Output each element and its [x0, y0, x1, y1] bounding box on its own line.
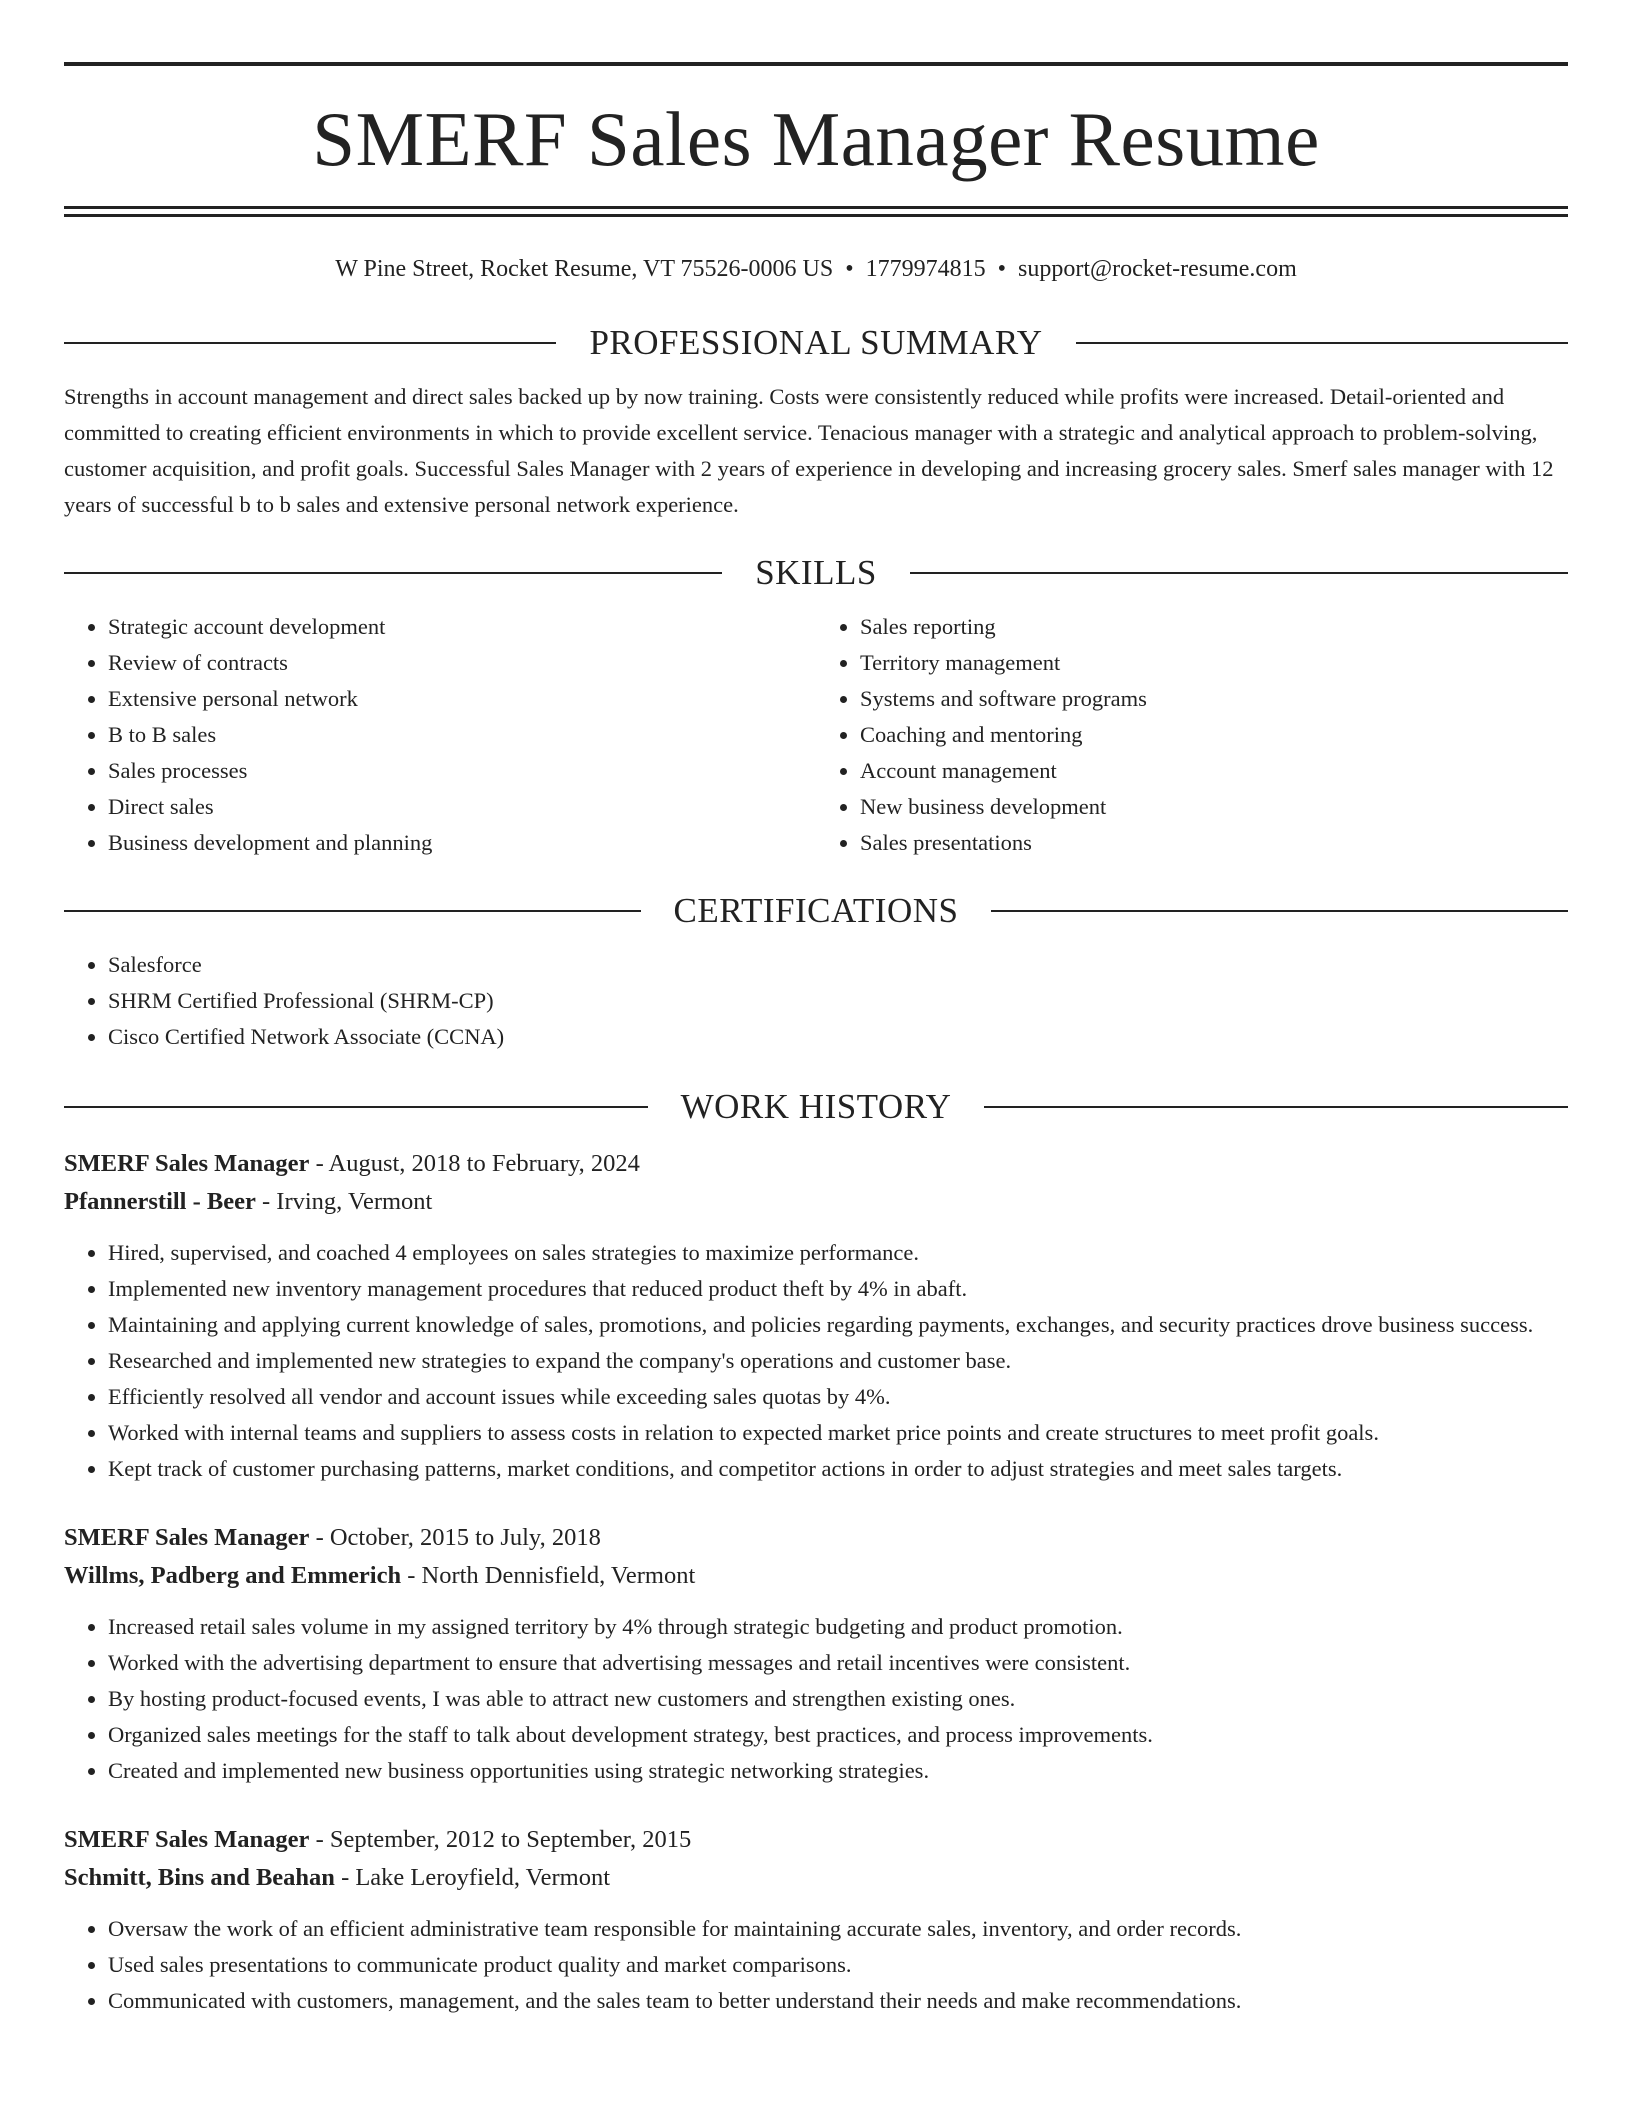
top-rule: [64, 62, 1568, 66]
summary-heading: [64, 321, 1568, 365]
contact-phone: 1779974815: [865, 256, 986, 282]
certification-item: • Cisco Certified Network Associate (CCNA): [108, 1019, 1568, 1055]
job-company: Pfannerstill - Beer: [64, 1188, 256, 1215]
title-double-rule: [64, 206, 1568, 217]
work-history-heading: [64, 1085, 1568, 1129]
section-title: CERTIFICATIONS: [673, 891, 959, 930]
job-bullet: • Maintaining and applying current knowledge of sales, promotions, and policies regarding payments, exchanges, and security practices drove business success.: [108, 1307, 1568, 1343]
job-dates: - September, 2012 to September, 2015: [309, 1826, 692, 1853]
heading-rule-left: [64, 1106, 648, 1108]
summary-text: Strengths in account management and direct sales backed up by now training. Costs were consistently reduced while profits were increased. Detail-oriented and committed to creating efficient environments in which to provide excellent service. Tenacious manager with a strategic and analytical approach to problem-solving, customer acquisition, and profit goals. Successful Sales Manager with 2 years of experience in developing and increasing grocery sales. Smerf sales manager with 12 years of successful b to b sales and extensive personal network experience.: [64, 384, 1554, 517]
skill-item: • Sales reporting: [860, 609, 1568, 645]
skill-item: • Systems and software programs: [860, 681, 1568, 717]
job-company-line: [64, 1557, 1568, 1595]
job-bullet: • Organized sales meetings for the staff to talk about development strategy, best practices, and process improvements.: [108, 1717, 1568, 1753]
job-dates: - August, 2018 to February, 2024: [309, 1150, 640, 1177]
job-title-line: [64, 1519, 1568, 1557]
contact-email: support@rocket-resume.com: [1018, 256, 1297, 282]
job-company-line: [64, 1183, 1568, 1221]
certifications-list: [64, 947, 1568, 1055]
skill-item: • Strategic account development: [108, 609, 816, 645]
skill-item: • Sales processes: [108, 753, 816, 789]
contact-separator: •: [845, 256, 854, 282]
skill-item: • Direct sales: [108, 789, 816, 825]
job-bullet: • Used sales presentations to communicate product quality and market comparisons.: [108, 1947, 1568, 1983]
job-bullet: • Efficiently resolved all vendor and account issues while exceeding sales quotas by 4%.: [108, 1379, 1568, 1415]
job-title-line: [64, 1821, 1568, 1859]
certification-item: • SHRM Certified Professional (SHRM-CP): [108, 983, 1568, 1019]
skill-item: • New business development: [860, 789, 1568, 825]
skill-item: • B to B sales: [108, 717, 816, 753]
skills-list: [64, 609, 1568, 861]
job-bullet: • Oversaw the work of an efficient administrative team responsible for maintaining accurate sales, inventory, and order records.: [108, 1911, 1568, 1947]
job-entry: [64, 1821, 1568, 2019]
skill-item: • Sales presentations: [860, 825, 1568, 861]
page-title: SMERF Sales Manager Resume: [312, 96, 1320, 182]
contact-separator: •: [997, 256, 1007, 282]
job-location: - North Dennisfield, Vermont: [401, 1562, 696, 1589]
job-bullet: • Worked with the advertising department to ensure that advertising messages and retail incentives were consistent.: [108, 1645, 1568, 1681]
contact-line: [64, 253, 1568, 285]
skills-column-left: [64, 609, 816, 861]
skill-item: • Account management: [860, 753, 1568, 789]
skills-heading: [64, 551, 1568, 595]
job-company-line: [64, 1859, 1568, 1897]
certifications-heading: [64, 889, 1568, 933]
skill-item: • Extensive personal network: [108, 681, 816, 717]
job-bullet: • Researched and implemented new strategies to expand the company's operations and customer base.: [108, 1343, 1568, 1379]
job-entry: [64, 1145, 1568, 1487]
job-location: - Lake Leroyfield, Vermont: [334, 1864, 611, 1891]
heading-rule-right: [1076, 342, 1568, 344]
job-bullet: • Created and implemented new business opportunities using strategic networking strategies.: [108, 1753, 1568, 1789]
job-bullet: • Worked with internal teams and suppliers to assess costs in relation to expected market price points and create structures to meet profit goals.: [108, 1415, 1568, 1451]
skill-item: • Coaching and mentoring: [860, 717, 1568, 753]
job-location: - Irving, Vermont: [255, 1188, 433, 1215]
job-title: SMERF Sales Manager: [64, 1524, 310, 1551]
resume-page: [64, 0, 1568, 2019]
job-bullet: • Communicated with customers, management, and the sales team to better understand their needs and make recommendations.: [108, 1983, 1568, 2019]
job-bullet: • Implemented new inventory management procedures that reduced product theft by 4% in abaft.: [108, 1271, 1568, 1307]
job-company: Willms, Padberg and Emmerich: [64, 1562, 402, 1589]
section-title: WORK HISTORY: [680, 1087, 952, 1126]
job-title-line: [64, 1145, 1568, 1183]
skill-item: • Business development and planning: [108, 825, 816, 861]
skill-item: • Review of contracts: [108, 645, 816, 681]
job-bullet: • Increased retail sales volume in my assigned territory by 4% through strategic budgeting and product promotion.: [108, 1609, 1568, 1645]
heading-rule-left: [64, 572, 722, 574]
job-title: SMERF Sales Manager: [64, 1150, 310, 1177]
job-company: Schmitt, Bins and Beahan: [64, 1864, 335, 1891]
contact-address: W Pine Street, Rocket Resume, VT 75526-0006 US: [335, 256, 834, 282]
section-title: PROFESSIONAL SUMMARY: [589, 323, 1043, 362]
job-bullets: [64, 1609, 1568, 1789]
skill-item: • Territory management: [860, 645, 1568, 681]
heading-rule-left: [64, 910, 641, 912]
job-bullet: • Kept track of customer purchasing patterns, market conditions, and competitor actions in order to adjust strategies and meet sales targets.: [108, 1451, 1568, 1487]
job-bullet: • By hosting product-focused events, I was able to attract new customers and strengthen existing ones.: [108, 1681, 1568, 1717]
job-dates: - October, 2015 to July, 2018: [309, 1524, 601, 1551]
certification-item: • Salesforce: [108, 947, 1568, 983]
skills-column-right: [816, 609, 1568, 861]
section-title: SKILLS: [755, 553, 877, 592]
heading-rule-right: [910, 572, 1568, 574]
heading-rule-right: [984, 1106, 1568, 1108]
heading-rule-left: [64, 342, 556, 344]
job-bullets: [64, 1911, 1568, 2019]
job-bullet: • Hired, supervised, and coached 4 employees on sales strategies to maximize performance.: [108, 1235, 1568, 1271]
job-title: SMERF Sales Manager: [64, 1826, 310, 1853]
job-bullets: [64, 1235, 1568, 1487]
heading-rule-right: [991, 910, 1568, 912]
job-entry: [64, 1519, 1568, 1789]
